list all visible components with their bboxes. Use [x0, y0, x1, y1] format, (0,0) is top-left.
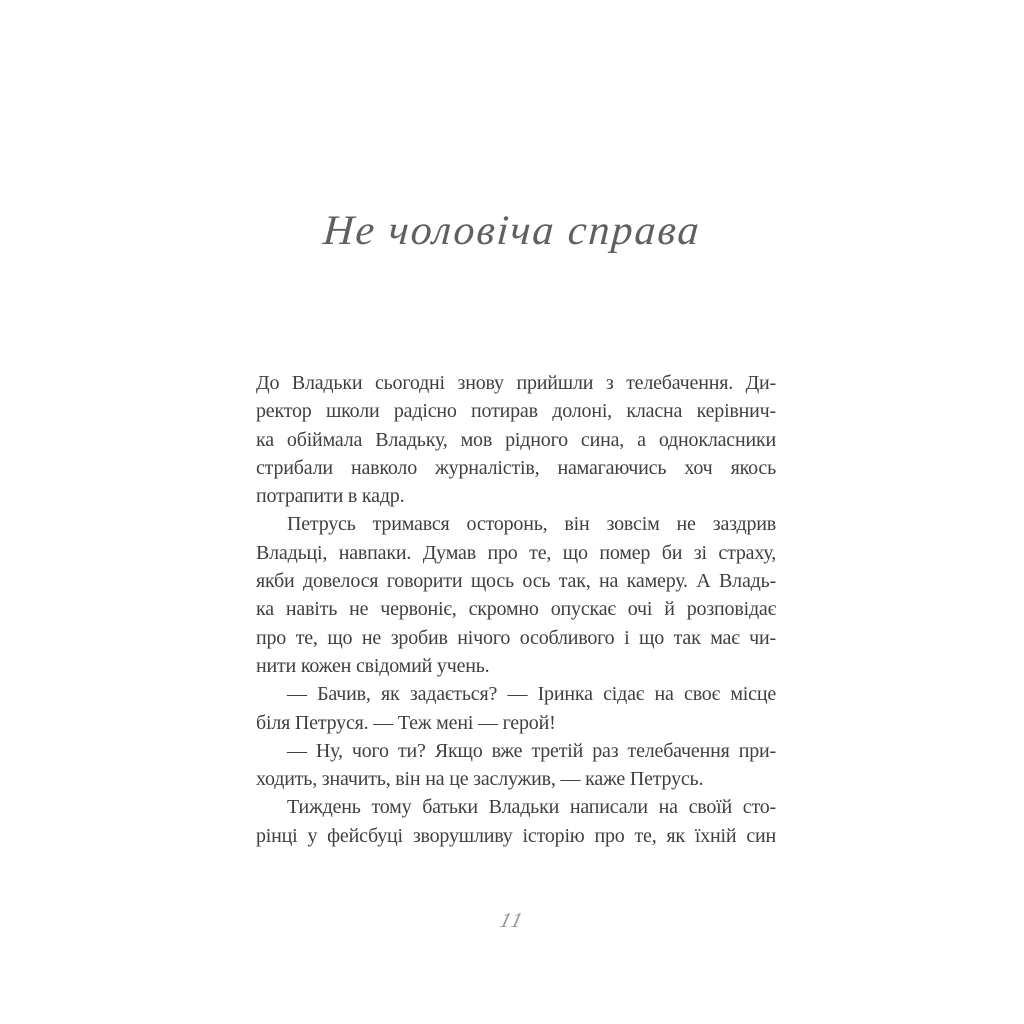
text-line: потрапити в кадр. — [256, 485, 405, 508]
text-line: ректор школи радісно потирав долоні, класна керівнич- — [256, 400, 776, 423]
text-line: рінці у фейсбуці зворушливу історію про те, як їхній син — [256, 824, 776, 847]
chapter-title: Не чоловіча справа — [321, 208, 703, 254]
text-line: Владьці, навпаки. Думав про те, що помер би зі страху, — [256, 541, 776, 564]
text-line: Тиждень тому батьки Владьки написали на своїй сто- — [287, 796, 776, 819]
page-number: 11 — [497, 908, 527, 932]
text-line: про те, що не зробив нічого особливого і що так має чи- — [256, 626, 776, 649]
text-line: ка навіть не червоніє, скромно опускає очі й розповідає — [256, 598, 776, 621]
text-line: До Владьки сьогодні знову прийшли з телебачення. Ди- — [256, 372, 776, 394]
text-line: ка обіймала Владьку, мов рідного сина, а однокласники — [256, 428, 776, 451]
text-line: — Ну, чого ти? Якщо вже третій раз телебачення при- — [287, 739, 776, 762]
text-line: якби довелося говорити щось ось так, на камеру. А Владь- — [256, 570, 776, 593]
text-line: ходить, значить, він на це заслужив, — каже Петрусь. — [256, 768, 704, 791]
text-line: стрибали навколо журналістів, намагаючись хоч якось — [256, 456, 776, 479]
text-line: нити кожен свідомий учень. — [256, 654, 490, 677]
text-line: Петрусь тримався осторонь, він зовсім не заздрив — [287, 513, 776, 536]
text-line: — Бачив, як задається? — Іринка сідає на своє місце — [287, 683, 776, 706]
body-text — [256, 369, 776, 850]
text-line: біля Петруся. — Теж мені — герой! — [256, 711, 556, 734]
